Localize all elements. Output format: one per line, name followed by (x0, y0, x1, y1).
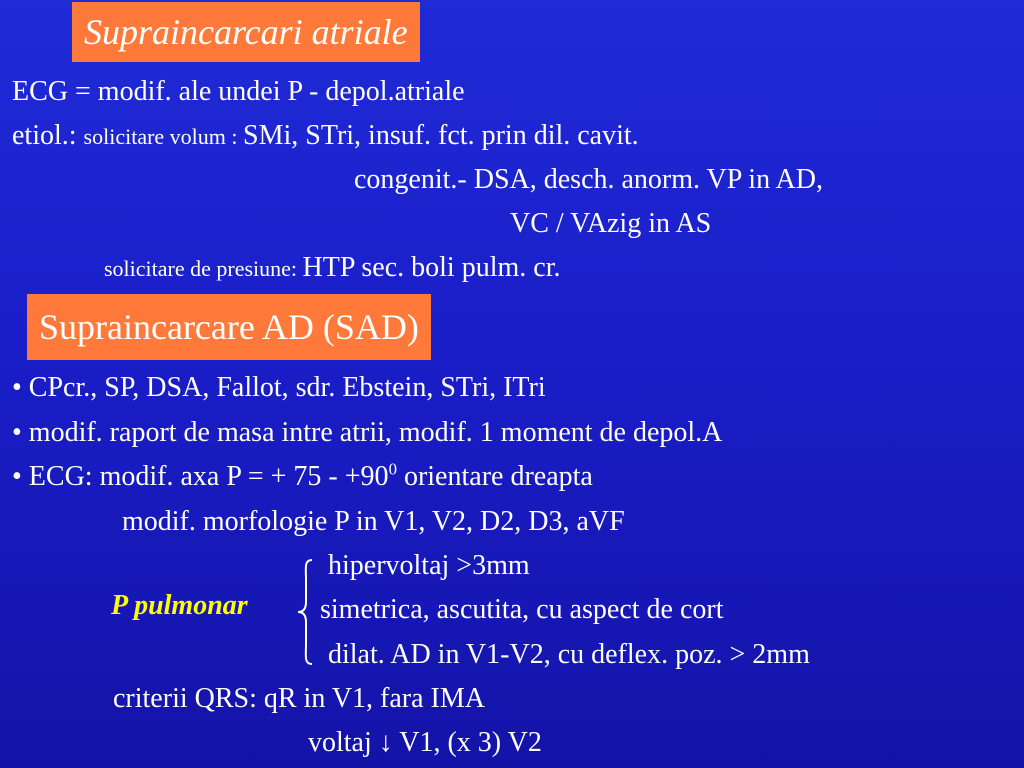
slide-title: Supraincarcari atriale (72, 2, 420, 62)
section-title: Supraincarcare AD (SAD) (27, 294, 431, 360)
morphology-line: modif. morfologie P in V1, V2, D2, D3, aVF (122, 506, 625, 537)
congenital-causes-continued: VC / VAzig in AS (510, 208, 712, 239)
etiology-line (12, 122, 639, 150)
ecg-definition-line: ECG = modif. ale undei P - depol.atriale (12, 76, 465, 107)
volume-overload-label: solicitare volum : (83, 124, 244, 149)
criterion-symmetric: simetrica, ascutita, cu aspect de cort (320, 594, 724, 625)
volume-overload-causes: SMi, STri, insuf. fct. prin dil. cavit. (243, 120, 639, 151)
etiology-label: etiol.: (12, 120, 84, 151)
ecg-axis-text: • ECG: modif. axa P = + 75 - +90 (12, 461, 389, 492)
bullet-ecg-axis (12, 459, 593, 492)
p-pulmonar-label: P pulmonar (111, 590, 248, 621)
pressure-overload-line (104, 254, 560, 282)
congenital-causes-line: congenit.- DSA, desch. anorm. VP in AD, (354, 164, 823, 195)
criterion-dilation: dilat. AD in V1-V2, cu deflex. poz. > 2mm (328, 639, 810, 670)
degree-superscript: 0 (388, 459, 397, 479)
bullet-causes: • CPcr., SP, DSA, Fallot, sdr. Ebstein, STri, ITri (12, 372, 546, 403)
criterion-hypervoltage: hipervoltaj >3mm (328, 550, 530, 581)
ecg-axis-orientation: orientare dreapta (396, 461, 593, 492)
voltage-line: voltaj ↓ V1, (x 3) V2 (308, 727, 542, 758)
bullet-mass-ratio: • modif. raport de masa intre atrii, modif. 1 moment de depol.A (12, 417, 723, 448)
qrs-criteria-line: criterii QRS: qR in V1, fara IMA (113, 683, 485, 714)
curly-brace-icon (296, 558, 314, 666)
pressure-overload-label: solicitare de presiune: (104, 256, 303, 281)
pressure-overload-causes: HTP sec. boli pulm. cr. (302, 252, 561, 283)
